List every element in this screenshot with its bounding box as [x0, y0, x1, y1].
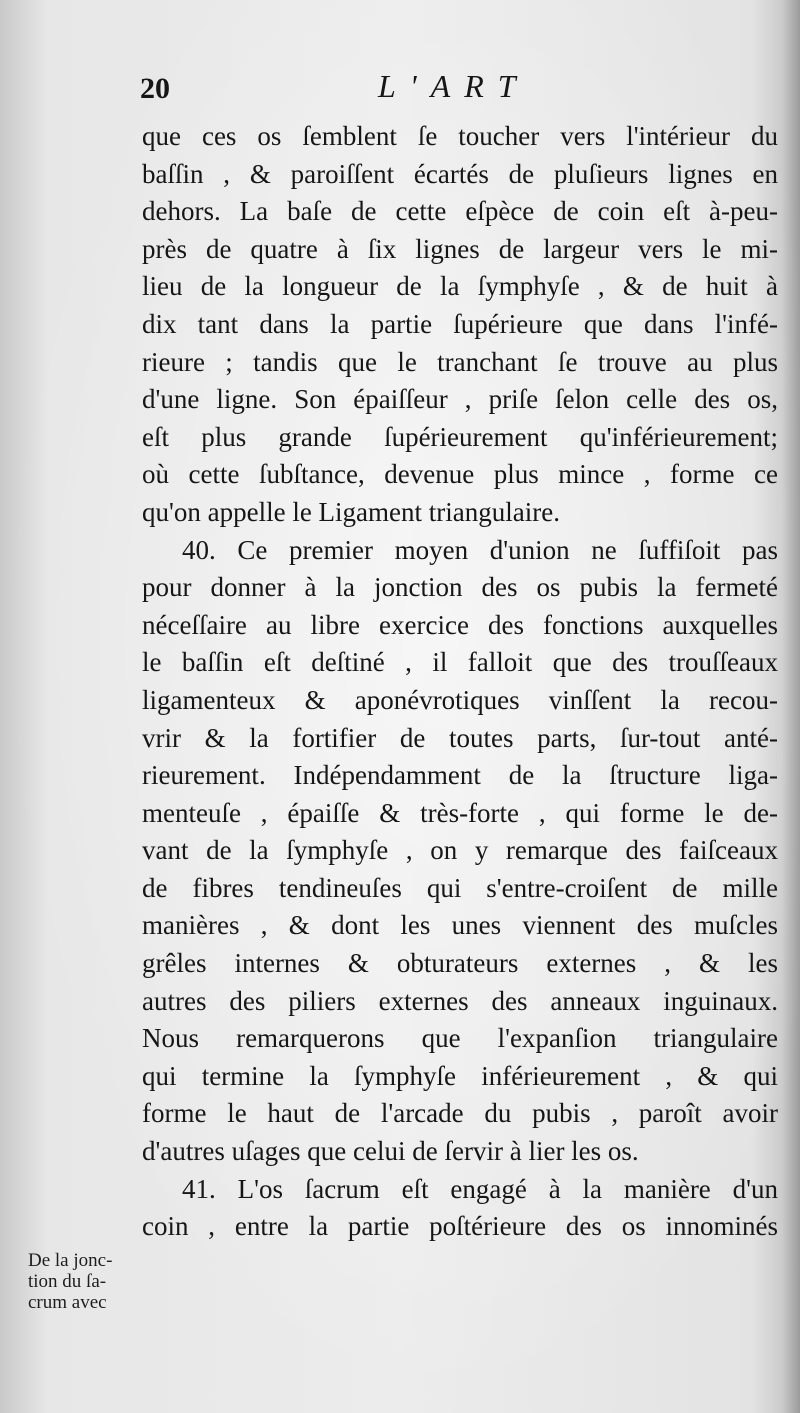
text-line: coin , entre la partie poſtérieure des os innominés [142, 1211, 778, 1242]
text-line: rieurement. Indépendamment de la ſtructure liga- [142, 760, 778, 791]
paragraph-41-start: 41. L'os ſacrum eſt engagé à la manière d'un [182, 1173, 778, 1204]
margin-note-line: tion du ſa- [28, 1271, 107, 1292]
text-line: néceſſaire au libre exercice des fonctions auxquelles [142, 609, 778, 640]
text-line: autres des piliers externes des anneaux inguinaux. [142, 985, 778, 1016]
text-line: que ces os ſemblent ſe toucher vers l'intérieur du [142, 121, 778, 151]
page-edge-shadow [782, 0, 800, 1413]
text-line: qu'on appelle le Ligament triangulaire. [142, 496, 560, 527]
text-line: d'autres uſages que celui de ſervir à lier les os. [142, 1136, 639, 1167]
body-text [142, 118, 778, 1246]
text-line: qui termine la ſymphyſe inférieurement , & qui [142, 1060, 778, 1091]
page-number: 20 [140, 72, 170, 105]
text-line: Nous remarquerons que l'expanſion triangulaire [142, 1023, 778, 1054]
text-line: de fibres tendineuſes qui s'entre-croiſent de mille [142, 872, 778, 903]
margin-note [28, 1250, 150, 1313]
text-line: le baſſin eſt deſtiné , il falloit que des trouſſeaux [142, 647, 778, 678]
text-line: lieu de la longueur de la ſymphyſe , & de huit à [142, 271, 778, 302]
text-line: dix tant dans la partie ſupérieure que dans l'infé- [142, 308, 778, 339]
text-line: menteuſe , épaiſſe & très-forte , qui forme le de- [142, 797, 778, 828]
text-line: dehors. La baſe de cette eſpèce de coin eſt à-peu- [142, 196, 778, 227]
text-line: baſſin , & paroiſſent écartés de pluſieurs lignes en [142, 158, 778, 189]
margin-note-line: De la jonc- [28, 1250, 113, 1271]
text-line: manières , & dont les unes viennent des muſcles [142, 910, 778, 941]
text-line: forme le haut de l'arcade du pubis , paroît avoir [142, 1098, 778, 1129]
margin-note-line: crum avec [28, 1292, 107, 1313]
text-line: où cette ſubſtance, devenue plus mince , forme ce [142, 459, 778, 490]
text-line: pour donner à la jonction des os pubis la fermeté [142, 572, 778, 603]
text-line: d'une ligne. Son épaiſſeur , priſe ſelon celle des os, [142, 384, 778, 415]
text-line: rieure ; tandis que le tranchant ſe trouve au plus [142, 346, 778, 377]
text-line: près de quatre à ſix lignes de largeur vers le mi- [142, 233, 778, 264]
text-line: vant de la ſymphyſe , on y remarque des faiſceaux [142, 835, 778, 866]
text-line: vrir & la fortifier de toutes parts, ſur-tout anté- [142, 722, 778, 753]
page-header [140, 68, 780, 108]
text-line: ligamenteux & aponévrotiques vinſſent la recou- [142, 684, 778, 715]
text-line: eſt plus grande ſupérieurement qu'inférieurement; [142, 421, 778, 452]
paragraph-40-start: 40. Ce premier moyen d'union ne ſuffiſoit pas [182, 534, 778, 565]
text-line: grêles internes & obturateurs externes , & les [142, 948, 778, 979]
running-head: L'ART [378, 68, 530, 104]
